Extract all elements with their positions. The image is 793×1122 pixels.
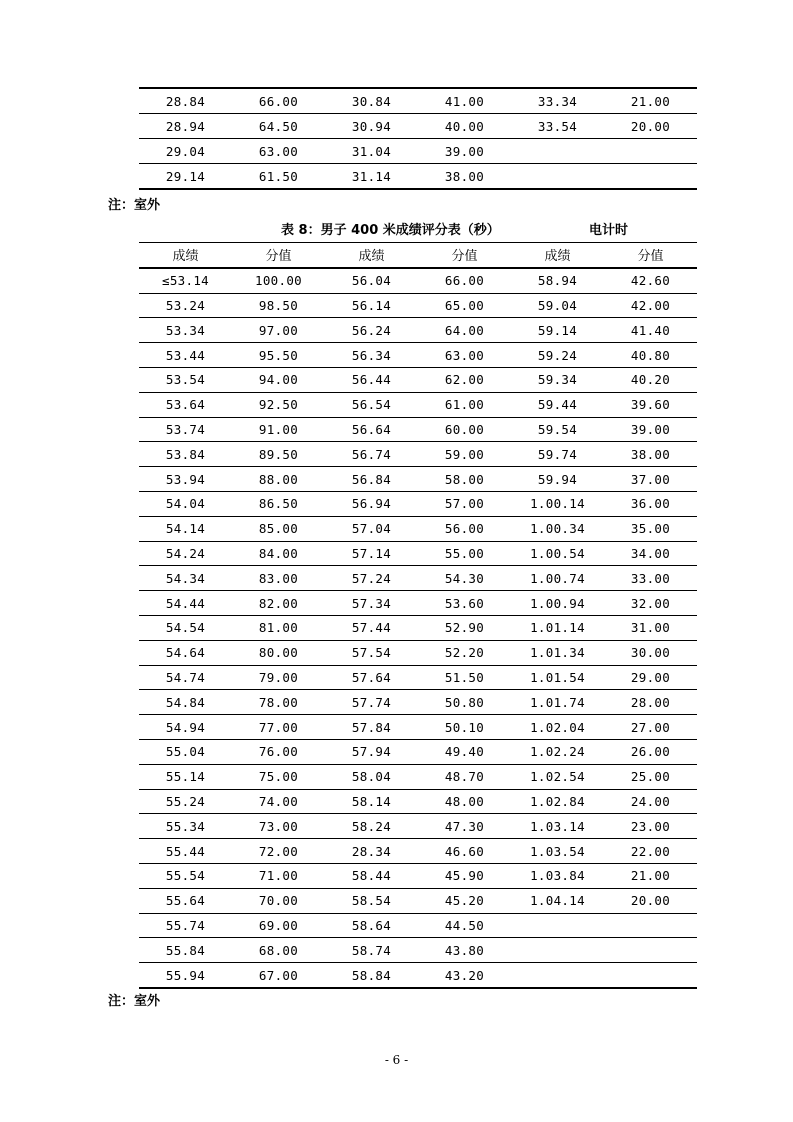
result-cell: 59.04 [511, 293, 604, 318]
score-cell: 33.00 [604, 566, 697, 591]
result-cell: 56.44 [325, 367, 418, 392]
result-cell: 56.94 [325, 491, 418, 516]
score-cell: 98.50 [232, 293, 325, 318]
result-cell: 57.04 [325, 516, 418, 541]
result-cell: 59.44 [511, 392, 604, 417]
table-row [139, 566, 697, 591]
table-row [139, 863, 697, 888]
score-cell: 56.00 [418, 516, 511, 541]
table-row [139, 392, 697, 417]
score-cell: 95.50 [232, 343, 325, 368]
score-cell: 38.00 [604, 442, 697, 467]
result-cell: 56.74 [325, 442, 418, 467]
result-cell: 1.01.54 [511, 665, 604, 690]
score-cell: 84.00 [232, 541, 325, 566]
score-cell: 52.20 [418, 640, 511, 665]
score-cell: 66.00 [232, 88, 325, 114]
score-cell: 30.00 [604, 640, 697, 665]
result-cell: 59.24 [511, 343, 604, 368]
table-row [139, 839, 697, 864]
score-cell: 41.40 [604, 318, 697, 343]
score-cell: 43.20 [418, 963, 511, 988]
table-row [139, 417, 697, 442]
result-cell: ≤53.14 [139, 268, 232, 293]
score-cell: 78.00 [232, 690, 325, 715]
result-cell: 1.03.84 [511, 863, 604, 888]
score-cell: 21.00 [604, 88, 697, 114]
result-cell: 28.94 [139, 114, 232, 139]
score-cell: 29.00 [604, 665, 697, 690]
score-cell: 77.00 [232, 715, 325, 740]
table-row [139, 139, 697, 164]
column-header: 成绩 [511, 243, 604, 268]
table-row [139, 814, 697, 839]
result-cell: 58.74 [325, 938, 418, 963]
score-cell: 40.20 [604, 367, 697, 392]
result-cell: 59.94 [511, 467, 604, 492]
score-cell: 89.50 [232, 442, 325, 467]
table-row [139, 318, 697, 343]
score-cell: 92.50 [232, 392, 325, 417]
result-cell: 58.64 [325, 913, 418, 938]
score-cell: 50.80 [418, 690, 511, 715]
result-cell: 54.24 [139, 541, 232, 566]
result-cell: 59.54 [511, 417, 604, 442]
result-cell: 56.14 [325, 293, 418, 318]
table-row [139, 164, 697, 190]
result-cell: 56.04 [325, 268, 418, 293]
table-row [139, 591, 697, 616]
score-cell [604, 963, 697, 988]
score-cell: 88.00 [232, 467, 325, 492]
table-row [139, 442, 697, 467]
score-cell: 40.00 [418, 114, 511, 139]
table-row [139, 764, 697, 789]
score-table-continued-body [139, 88, 697, 189]
score-cell: 64.00 [418, 318, 511, 343]
result-cell: 59.74 [511, 442, 604, 467]
result-cell: 58.44 [325, 863, 418, 888]
result-cell: 54.44 [139, 591, 232, 616]
score-cell: 20.00 [604, 888, 697, 913]
result-cell: 1.01.34 [511, 640, 604, 665]
table-row [139, 963, 697, 988]
result-cell: 1.04.14 [511, 888, 604, 913]
result-cell: 57.64 [325, 665, 418, 690]
result-cell: 53.84 [139, 442, 232, 467]
result-cell: 57.24 [325, 566, 418, 591]
score-cell: 32.00 [604, 591, 697, 616]
score-cell: 64.50 [232, 114, 325, 139]
score-cell: 94.00 [232, 367, 325, 392]
result-cell: 53.64 [139, 392, 232, 417]
result-cell: 1.02.24 [511, 739, 604, 764]
score-cell: 71.00 [232, 863, 325, 888]
result-cell [511, 913, 604, 938]
score-cell: 43.80 [418, 938, 511, 963]
score-cell: 67.00 [232, 963, 325, 988]
result-cell: 54.94 [139, 715, 232, 740]
result-cell: 55.24 [139, 789, 232, 814]
table-row [139, 491, 697, 516]
score-cell: 26.00 [604, 739, 697, 764]
result-cell: 53.24 [139, 293, 232, 318]
table-row [139, 367, 697, 392]
result-cell: 54.14 [139, 516, 232, 541]
result-cell: 57.54 [325, 640, 418, 665]
result-cell: 55.54 [139, 863, 232, 888]
result-cell: 53.34 [139, 318, 232, 343]
score-cell: 55.00 [418, 541, 511, 566]
score-cell: 48.00 [418, 789, 511, 814]
page-number: - 6 - [384, 1053, 409, 1067]
table-row [139, 888, 697, 913]
score-cell: 38.00 [418, 164, 511, 190]
score-cell: 42.00 [604, 293, 697, 318]
table-row [139, 293, 697, 318]
result-cell: 58.04 [325, 764, 418, 789]
score-cell: 66.00 [418, 268, 511, 293]
score-cell: 23.00 [604, 814, 697, 839]
score-cell: 54.30 [418, 566, 511, 591]
result-cell: 30.94 [325, 114, 418, 139]
result-cell: 29.14 [139, 164, 232, 190]
score-cell: 25.00 [604, 764, 697, 789]
score-cell: 50.10 [418, 715, 511, 740]
score-cell: 49.40 [418, 739, 511, 764]
result-cell: 1.01.74 [511, 690, 604, 715]
result-cell: 55.14 [139, 764, 232, 789]
score-cell: 83.00 [232, 566, 325, 591]
result-cell: 58.14 [325, 789, 418, 814]
score-cell: 40.80 [604, 343, 697, 368]
result-cell: 57.94 [325, 739, 418, 764]
result-cell: 58.94 [511, 268, 604, 293]
table-row [139, 739, 697, 764]
table-row [139, 938, 697, 963]
result-cell: 53.44 [139, 343, 232, 368]
score-cell: 70.00 [232, 888, 325, 913]
result-cell [511, 139, 604, 164]
table-header-row [139, 243, 697, 268]
result-cell: 57.14 [325, 541, 418, 566]
table8-timing-label: 电计时 [589, 223, 629, 238]
score-cell: 46.60 [418, 839, 511, 864]
result-cell: 28.84 [139, 88, 232, 114]
result-cell: 55.74 [139, 913, 232, 938]
score-cell: 53.60 [418, 591, 511, 616]
table-row [139, 690, 697, 715]
result-cell: 55.04 [139, 739, 232, 764]
result-cell: 33.54 [511, 114, 604, 139]
score-cell: 61.50 [232, 164, 325, 190]
score-cell: 45.90 [418, 863, 511, 888]
score-cell: 72.00 [232, 839, 325, 864]
result-cell: 54.64 [139, 640, 232, 665]
score-cell: 28.00 [604, 690, 697, 715]
result-cell: 1.00.54 [511, 541, 604, 566]
result-cell: 57.74 [325, 690, 418, 715]
result-cell: 55.34 [139, 814, 232, 839]
result-cell: 55.84 [139, 938, 232, 963]
score-cell: 22.00 [604, 839, 697, 864]
table-row [139, 615, 697, 640]
result-cell: 56.84 [325, 467, 418, 492]
score-cell: 73.00 [232, 814, 325, 839]
score-cell [604, 164, 697, 190]
score-cell: 34.00 [604, 541, 697, 566]
result-cell: 30.84 [325, 88, 418, 114]
score-cell: 52.90 [418, 615, 511, 640]
column-header: 分值 [604, 243, 697, 268]
table-row [139, 516, 697, 541]
score-cell: 79.00 [232, 665, 325, 690]
result-cell: 54.84 [139, 690, 232, 715]
result-cell: 56.64 [325, 417, 418, 442]
score-cell: 91.00 [232, 417, 325, 442]
result-cell: 54.04 [139, 491, 232, 516]
result-cell: 58.54 [325, 888, 418, 913]
result-cell: 1.00.94 [511, 591, 604, 616]
score-cell: 74.00 [232, 789, 325, 814]
table-row [139, 268, 697, 293]
result-cell: 54.74 [139, 665, 232, 690]
table-row [139, 343, 697, 368]
result-cell: 29.04 [139, 139, 232, 164]
result-cell: 53.94 [139, 467, 232, 492]
table8-title: 表 8：男子 400 米成绩评分表（秒） [281, 223, 500, 238]
table-row [139, 715, 697, 740]
column-header: 成绩 [325, 243, 418, 268]
score-cell: 24.00 [604, 789, 697, 814]
score-cell: 57.00 [418, 491, 511, 516]
result-cell: 58.24 [325, 814, 418, 839]
score-cell: 20.00 [604, 114, 697, 139]
score-cell: 35.00 [604, 516, 697, 541]
score-cell: 97.00 [232, 318, 325, 343]
score-cell: 82.00 [232, 591, 325, 616]
score-cell: 44.50 [418, 913, 511, 938]
score-cell: 62.00 [418, 367, 511, 392]
result-cell [511, 938, 604, 963]
score-cell: 61.00 [418, 392, 511, 417]
score-cell: 39.00 [604, 417, 697, 442]
result-cell: 1.00.34 [511, 516, 604, 541]
score-cell: 69.00 [232, 913, 325, 938]
result-cell: 55.44 [139, 839, 232, 864]
score-table-continued [139, 87, 697, 190]
result-cell: 59.14 [511, 318, 604, 343]
result-cell: 55.94 [139, 963, 232, 988]
table-row [139, 541, 697, 566]
score-cell: 58.00 [418, 467, 511, 492]
result-cell: 57.84 [325, 715, 418, 740]
result-cell: 31.04 [325, 139, 418, 164]
result-cell: 54.34 [139, 566, 232, 591]
result-cell: 56.34 [325, 343, 418, 368]
score-cell: 68.00 [232, 938, 325, 963]
score-cell: 47.30 [418, 814, 511, 839]
score-cell: 63.00 [418, 343, 511, 368]
score-cell: 81.00 [232, 615, 325, 640]
table-row [139, 913, 697, 938]
result-cell: 1.02.84 [511, 789, 604, 814]
table-row [139, 88, 697, 114]
result-cell: 57.34 [325, 591, 418, 616]
score-cell: 21.00 [604, 863, 697, 888]
result-cell: 31.14 [325, 164, 418, 190]
score-cell: 60.00 [418, 417, 511, 442]
result-cell: 58.84 [325, 963, 418, 988]
result-cell [511, 963, 604, 988]
score-cell: 75.00 [232, 764, 325, 789]
result-cell: 28.34 [325, 839, 418, 864]
score-cell: 59.00 [418, 442, 511, 467]
result-cell: 1.01.14 [511, 615, 604, 640]
table-row [139, 114, 697, 139]
score-cell: 45.20 [418, 888, 511, 913]
score-cell: 37.00 [604, 467, 697, 492]
result-cell: 59.34 [511, 367, 604, 392]
table8-400m-score-table [139, 242, 697, 989]
score-cell: 42.60 [604, 268, 697, 293]
score-cell: 65.00 [418, 293, 511, 318]
score-cell: 76.00 [232, 739, 325, 764]
result-cell: 53.74 [139, 417, 232, 442]
result-cell: 56.54 [325, 392, 418, 417]
table-row [139, 640, 697, 665]
score-cell [604, 913, 697, 938]
result-cell: 57.44 [325, 615, 418, 640]
table-row [139, 789, 697, 814]
score-cell: 36.00 [604, 491, 697, 516]
score-cell: 85.00 [232, 516, 325, 541]
table8-note-outdoor: 注：室外 [108, 994, 161, 1009]
score-cell: 51.50 [418, 665, 511, 690]
score-cell: 41.00 [418, 88, 511, 114]
score-cell: 63.00 [232, 139, 325, 164]
result-cell: 55.64 [139, 888, 232, 913]
score-cell [604, 938, 697, 963]
column-header: 分值 [418, 243, 511, 268]
table8-body [139, 268, 697, 988]
result-cell [511, 164, 604, 190]
table-row [139, 665, 697, 690]
result-cell: 54.54 [139, 615, 232, 640]
score-cell [604, 139, 697, 164]
result-cell: 1.03.54 [511, 839, 604, 864]
score-cell: 100.00 [232, 268, 325, 293]
table-row [139, 467, 697, 492]
column-header: 成绩 [139, 243, 232, 268]
score-cell: 48.70 [418, 764, 511, 789]
score-cell: 39.60 [604, 392, 697, 417]
result-cell: 1.00.14 [511, 491, 604, 516]
result-cell: 1.02.54 [511, 764, 604, 789]
score-cell: 31.00 [604, 615, 697, 640]
column-header: 分值 [232, 243, 325, 268]
result-cell: 53.54 [139, 367, 232, 392]
score-cell: 80.00 [232, 640, 325, 665]
result-cell: 1.02.04 [511, 715, 604, 740]
result-cell: 1.00.74 [511, 566, 604, 591]
score-cell: 39.00 [418, 139, 511, 164]
result-cell: 33.34 [511, 88, 604, 114]
table-note-outdoor: 注：室外 [108, 198, 161, 213]
score-cell: 27.00 [604, 715, 697, 740]
result-cell: 1.03.14 [511, 814, 604, 839]
score-cell: 86.50 [232, 491, 325, 516]
result-cell: 56.24 [325, 318, 418, 343]
